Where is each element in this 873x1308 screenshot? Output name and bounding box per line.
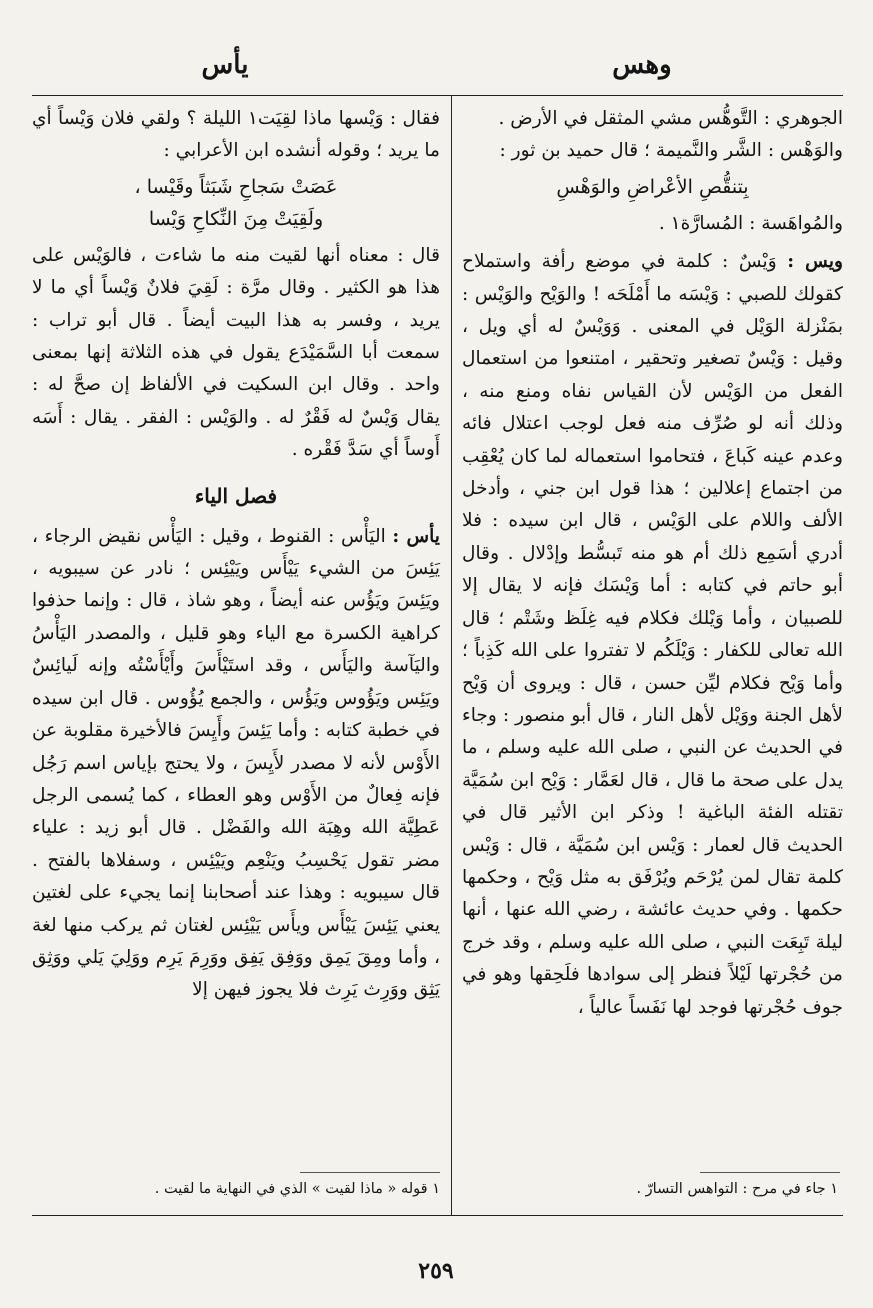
header-rule	[32, 95, 843, 96]
paragraph: والوَهْس : الشَّر والنَّميمة ؛ قال حميد بن ثور :	[499, 140, 843, 162]
footnote-rule	[700, 1172, 840, 1173]
footnote-left: ١ قوله « ماذا لقيت » الذي في النهاية ما لقيت .	[154, 1181, 440, 1197]
entry-headword: يأس :	[392, 525, 440, 547]
right-column	[462, 103, 843, 1024]
entry-headword: ويس :	[787, 251, 843, 273]
paragraph: قال : معناه أنها لقيت منه ما شاءت ، فالوَيْس على هذا هو الكثير . وقال مرَّة : لَقِيَ فلانٌ وَيْساً أي ما لا يريد ، وفسر به هذا البيت أيضاً . قال أبو تراب : سمعت أبا السَّمَيْدَع يقول في هذه الثلاثة إنها بمعنى واحد . وقال ابن السكيت في الألفاظ إن صحَّ له : يقال وَيْسٌ له فَقْرٌ له . والوَيْس : الفقر . يقال : أَسَه أَوساً أي سَدَّ فَقْره .	[32, 244, 440, 461]
entry-paragraph	[32, 521, 440, 1007]
page-number: ٢٥٩	[418, 1258, 454, 1284]
section-title: فصل الياء	[194, 483, 278, 508]
running-header-right: وهس	[612, 50, 672, 80]
footer-rule	[32, 1215, 843, 1216]
column-divider	[451, 96, 452, 1215]
left-column	[32, 103, 440, 1007]
entry-paragraph	[462, 246, 843, 1024]
paragraph: الجوهري : التَّوهُّس مشي المثقل في الأرض .	[498, 108, 843, 129]
paragraph: فقال : وَيْسها ماذا لقِيَت١ الليلة ؟ ولقي فلان وَيْساً أي ما يريد ؛ وقوله أنشده ابن الأعرابي :	[32, 108, 440, 162]
entry-text: اليَأْس : القنوط ، وقيل : اليَأْس نقيض الرجاء ، يَئِسَ من الشيء يَيْأَس ويَيْئِس ؛ نادر عن سيبويه ، ويَئِسَ ويَؤُس عنه أيضاً ، وهو شاذ ، قال : وإنما حذفوا كراهية الكسرة مع الياء وهو قليل ، والمصدر اليَأْسُ واليَآسة واليَأَس ، وقد استَيْأَسَ وأَيْأَسْتُه وإنه لَيائِسٌ ويَئِس ويَؤُوس ويَؤُس ، والجمع يُؤُوس . قال ابن سيده في خطبة كتابه : وأما يَئِسَ وأَيِسَ فالأخيرة مقلوبة عن الأَوْس لأنه لا مصدر لأَيِسَ ، ولا يحتج بإياس اسم رَجُل فإنه فِعالٌ من الأَوْس وهو العطاء ، كما يُسمى الرجل عَطِيَّة الله وهِبَة الله والفَضْل . قال أبو زيد : علياء مضر تقول يَحْسِبُ ويَنْعِم ويَيْئِس ، وسفلاها بالفتح . قال سيبويه : وهذا عند أصحابنا إنما يجيء على لغتين يعني يَئِسَ يَيْأَس ويأَس يَيْئِس لغتان ثم يركب منها لغة ، وأما ومِقَ يَمِق ووَفِق يَفِق ووَرِمَ يَرِم ووَلِيَ يَلي ووَثِق يَثِق ووَرِث يَرِث فلا يجوز فيهن إلا	[32, 525, 440, 1001]
running-header-left: يأس	[201, 50, 249, 80]
entry-text: وَيْسٌ : كلمة في موضع رأفة واستملاح كقولك للصبي : وَيْسَه ما أَمْلَحَه ! والوَيْح والوَيْس : بمَنْزلة الوَيْل في المعنى . وَوَيْسٌ له أي ويل ، وقيل : وَيْسٌ تصغير وتحقير ، امتنعوا من استعمال الفعل من الوَيْس لأن القياس نفاه ومنع منه ، وذلك أنه لو صُرِّف منه فعل لوجب اعتلال فائه وعدم عينه كَباعَ ، فتحاموا استعماله لما كان يُعْقِب من اجتماع إعلالين ؛ هذا قول ابن جني ، وأدخل الألف واللام على الوَيْس ، قال ابن سيده : فلا أدري أسَمِع ذلك أم هو منه تَبسُّط وإدْلال . وقال أبو حاتم في كتابه : أما وَيْسَك فإنه لا يقال إلا للصبيان ، وأما وَيْلك فكلام فيه غِلَظ وشَتْم ؛ قال الله تعالى للكفار : وَيْلَكُم لا تفتروا على الله كَذِباً ؛ وأما وَيْح فكلام ليِّن حسن ، قال : ويروى أن وَيْح لأهل الجنة ووَيْل لأهل النار ، قال أبو منصور : وجاء في الحديث عن النبي ، صلى الله عليه وسلم ، ما يدل على صحة ما قال ، قال لعَمَّار : وَيْح ابن سُمَيَّة تقتله الفئة الباغية ! وذكر ابن الأثير قال في الحديث قال لعمار : وَيْس ابن سُمَيَّة ، قال : وَيْس كلمة تقال لمن يُرْحَم ويُرْفَق به مثل وَيْح ، وحكمها حكمها . وفي حديث عائشة ، رضي الله عنها ، أنها ليلة تَبِعَت النبي ، صلى الله عليه وسلم ، وقد خرج من حُجْرتها لَيْلاً فنظر إلى سوادها فلَحِقها وهو في جوف حُجْرتها فوجد لها نَفَساً عالياً ،	[462, 251, 843, 1018]
paragraph: والمُواهَسة : المُسارَّة١ .	[658, 212, 843, 234]
verse-line: عَصَتْ سَجاحِ شَبَثاً وقَيْسا ،	[134, 175, 338, 198]
footnote-rule	[300, 1172, 440, 1173]
verse-line: ولَقِيَتْ مِنَ النِّكاحِ وَيْسا	[148, 207, 324, 230]
verse-line: بِتنقُّصِ الأعْراضِ والوَهْسِ	[556, 175, 749, 198]
footnote-right: ١ جاء في مرح : التواهس التسارّ .	[636, 1181, 838, 1197]
